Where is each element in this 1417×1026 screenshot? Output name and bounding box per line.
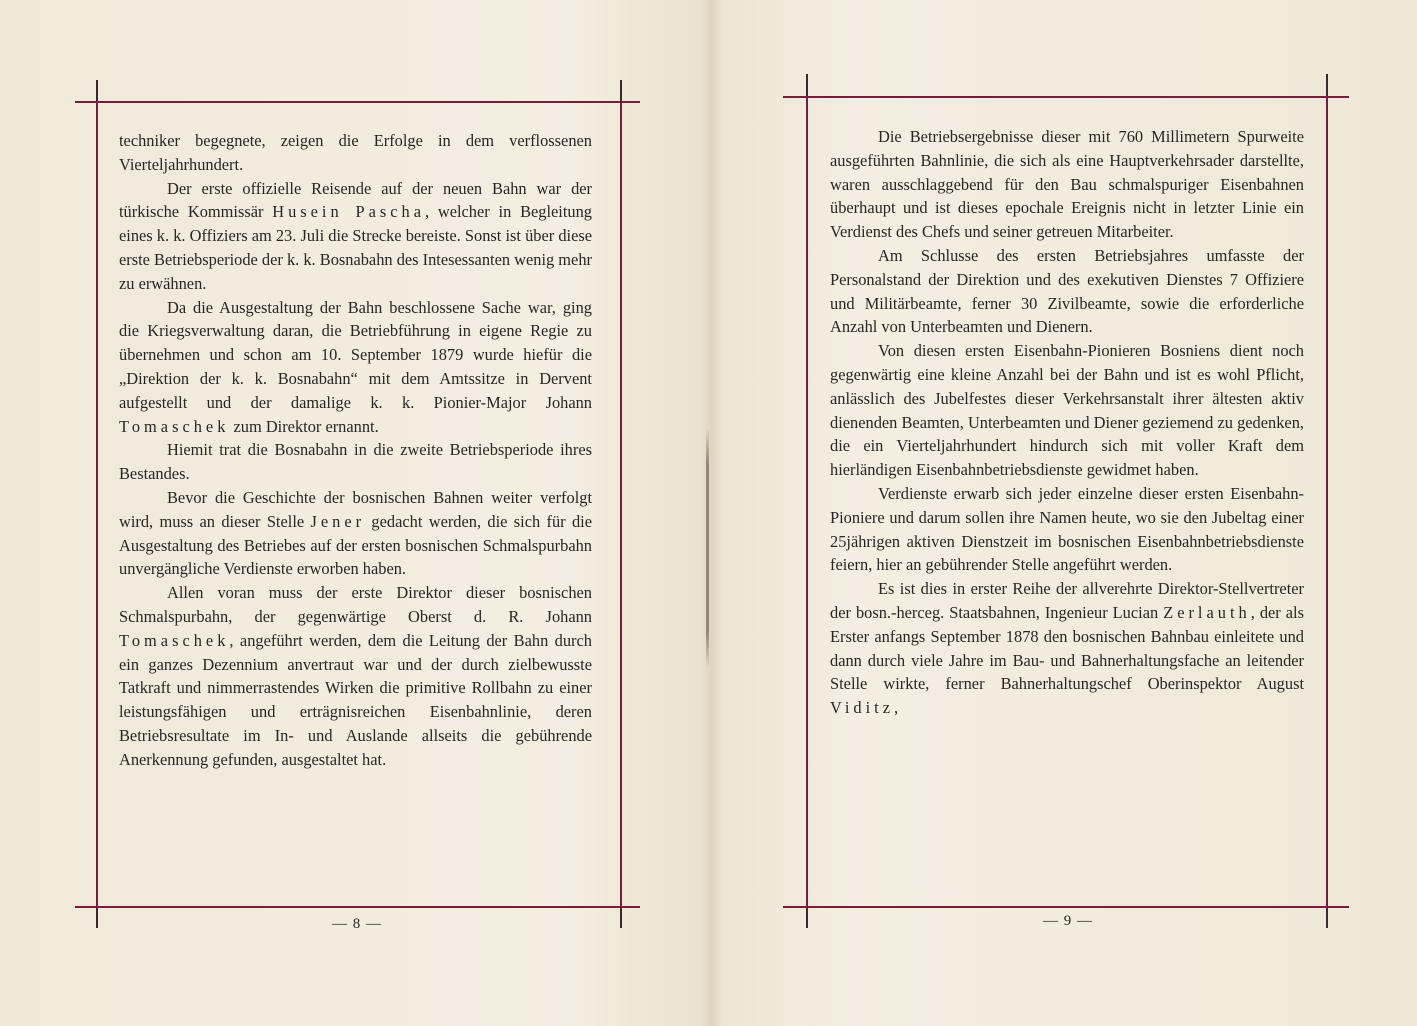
- right-page-number: — 9 —: [1043, 913, 1093, 929]
- paragraph-text: Hiemit trat die Bosnabahn in die zweite Betriebsperiode ihres Bestandes.: [119, 440, 592, 484]
- spaced-name: Tomaschek: [119, 416, 230, 436]
- left-top-rule: [75, 101, 640, 103]
- book-gutter: [706, 428, 709, 668]
- right-bottom-rule: [783, 906, 1349, 908]
- spaced-name: Viditz: [830, 698, 894, 718]
- right-tick-bl: [806, 908, 808, 928]
- right-page-text: [830, 125, 1304, 720]
- spaced-name: Zerlauth: [1163, 602, 1251, 622]
- paragraph: [119, 438, 592, 486]
- paragraph: [830, 577, 1304, 720]
- paragraph: [830, 125, 1304, 244]
- paragraph-text: Der erste offizielle Reisende auf der neuen Bahn war der türkische Kommissär: [119, 178, 592, 222]
- right-frame-left: [806, 96, 808, 908]
- paragraph-text: Am Schlusse des ersten Betriebsjahres umfasste der Personalstand der Direktion und des exekutiven Dienstes 7 Offiziere und Militärbeamte, ferner 30 Zivilbeamte, sowie die erforderliche Anzahl von Unterbeamten und Dienern.: [830, 245, 1304, 337]
- left-tick-tl: [96, 80, 98, 101]
- paragraph-text: ,: [893, 698, 899, 718]
- paragraph-text: techniker begegnete, zeigen die Erfolge in dem verflossenen Vierteljahrhundert.: [119, 131, 592, 174]
- paragraph-text: Da die Ausgestaltung der Bahn beschlossene Sache war, ging die Kriegsverwaltung daran, die Betriebführung in eigene Regie zu übernehmen und schon am 10. September 1879 wurde hiefür die „Direktion der k. k. Bosnabahn“ mit dem Amtssitze in Dervent aufgestellt und der damalige k. k. Pionier-Major Johann: [119, 297, 592, 412]
- paragraph-text: Es ist dies in erster Reihe der allverehrte Direktor-Stellvertreter der bosn.-herceg. Staatsbahnen, Ingenieur Lucian: [830, 579, 1304, 622]
- right-frame-right: [1326, 96, 1328, 908]
- paragraph: [119, 486, 592, 581]
- paragraph: [119, 129, 592, 177]
- left-page-text: [119, 129, 592, 772]
- paragraph: [119, 177, 592, 296]
- paragraph-text: Bevor die Geschichte der bosnischen Bahnen weiter verfolgt wird, muss an dieser Stelle: [119, 487, 592, 531]
- paragraph-text: Die Betriebsergebnisse dieser mit 760 Millimetern Spurweite ausgeführten Bahnlinie, die sich als eine Hauptverkehrsader darstellte, waren ausschlaggebend für den Bau schmalspuriger Eisenbahnen überhaupt und ist dieses epochale Ereignis nicht in letzter Linie ein Verdienst des Chefs und seiner getreuen Mitarbeiter.: [830, 127, 1304, 242]
- paragraph-text: gedacht werden, die sich für die Ausgestaltung des Betriebes auf der ersten bosnischen Schmalspurbahn unvergängliche Verdienste erworben haben.: [119, 511, 593, 579]
- paragraph-text: , welcher in Begleitung eines k. k. Offiziers am 23. Juli die Strecke bereiste. Sonst ist über diese erste Betriebsperiode der k. k. Bosnabahn des Intesessanten wenig mehr zu erwähnen.: [119, 202, 592, 293]
- paragraph: [119, 296, 592, 439]
- paragraph-text: Verdienste erwarb sich jeder einzelne dieser ersten Eisenbahn-Pioniere und darum sollen ihre Namen heute, wo sie den Jubeltag einer 25jährigen aktiven Dienstzeit im bosnischen Eisenbahnbetriebsdienste feiern, hier an gebührender Stelle angeführt werden.: [830, 483, 1304, 575]
- paragraph: [119, 581, 592, 771]
- left-page-number: — 8 —: [332, 916, 382, 932]
- right-tick-tr: [1326, 74, 1328, 96]
- paragraph-text: Von diesen ersten Eisenbahn-Pionieren Bosniens dient noch gegenwärtig eine kleine Anzahl bei der Bahn und ist es wohl Pflicht, anlässlich des Jubelfestes dieser Verkehrsanstalt ihrer ältesten aktiv dienenden Beamten, Unterbeamten und Diener geziemend zu gedenken, die ein Vierteljahrhundert hindurch sich mit voller Kraft dem hierländigen Eisenbahnbetriebsdienste gewidmet haben.: [830, 341, 1304, 480]
- left-tick-br: [620, 908, 622, 928]
- left-tick-tr: [620, 80, 622, 101]
- paragraph: [830, 339, 1304, 482]
- right-tick-br: [1326, 908, 1328, 928]
- paragraph-text: , der als Erster anfangs September 1878 den bosnischen Bahnbau einleitete und dann durch viele Jahre im Bau- und Bahnerhaltungsfache an leitender Stelle wirkte, ferner Bahnerhaltungschef Oberinspektor August: [830, 602, 1304, 694]
- paragraph: [830, 482, 1304, 577]
- left-frame-right: [620, 101, 622, 908]
- left-bottom-rule: [75, 906, 640, 908]
- left-frame-left: [96, 101, 98, 908]
- paragraph: [830, 244, 1304, 339]
- paragraph-text: , angeführt werden, dem die Leitung der Bahn durch ein ganzes Dezennium anvertraut war und der durch zielbewusste Tatkraft und nimmerrastendes Wirken die primitive Rollbahn zu einer leistungsfähigen und erträgnisreichen Eisenbahnlinie, deren Betriebsresultate im In- und Auslande allseits die gebührende Anerkennung gefunden, ausgestaltet hat.: [119, 630, 592, 769]
- paragraph-text: zum Direktor ernannt.: [229, 416, 379, 436]
- spaced-name: Husein Pascha: [272, 202, 425, 222]
- right-tick-tl: [806, 74, 808, 96]
- left-tick-bl: [96, 908, 98, 928]
- spaced-name: Tomaschek: [119, 630, 230, 650]
- spaced-name: Jener: [310, 511, 366, 531]
- paragraph-text: Allen voran muss der erste Direktor dieser bosnischen Schmalspurbahn, der gegenwärtige Oberst d. R. Johann: [119, 583, 592, 626]
- right-top-rule: [783, 96, 1349, 98]
